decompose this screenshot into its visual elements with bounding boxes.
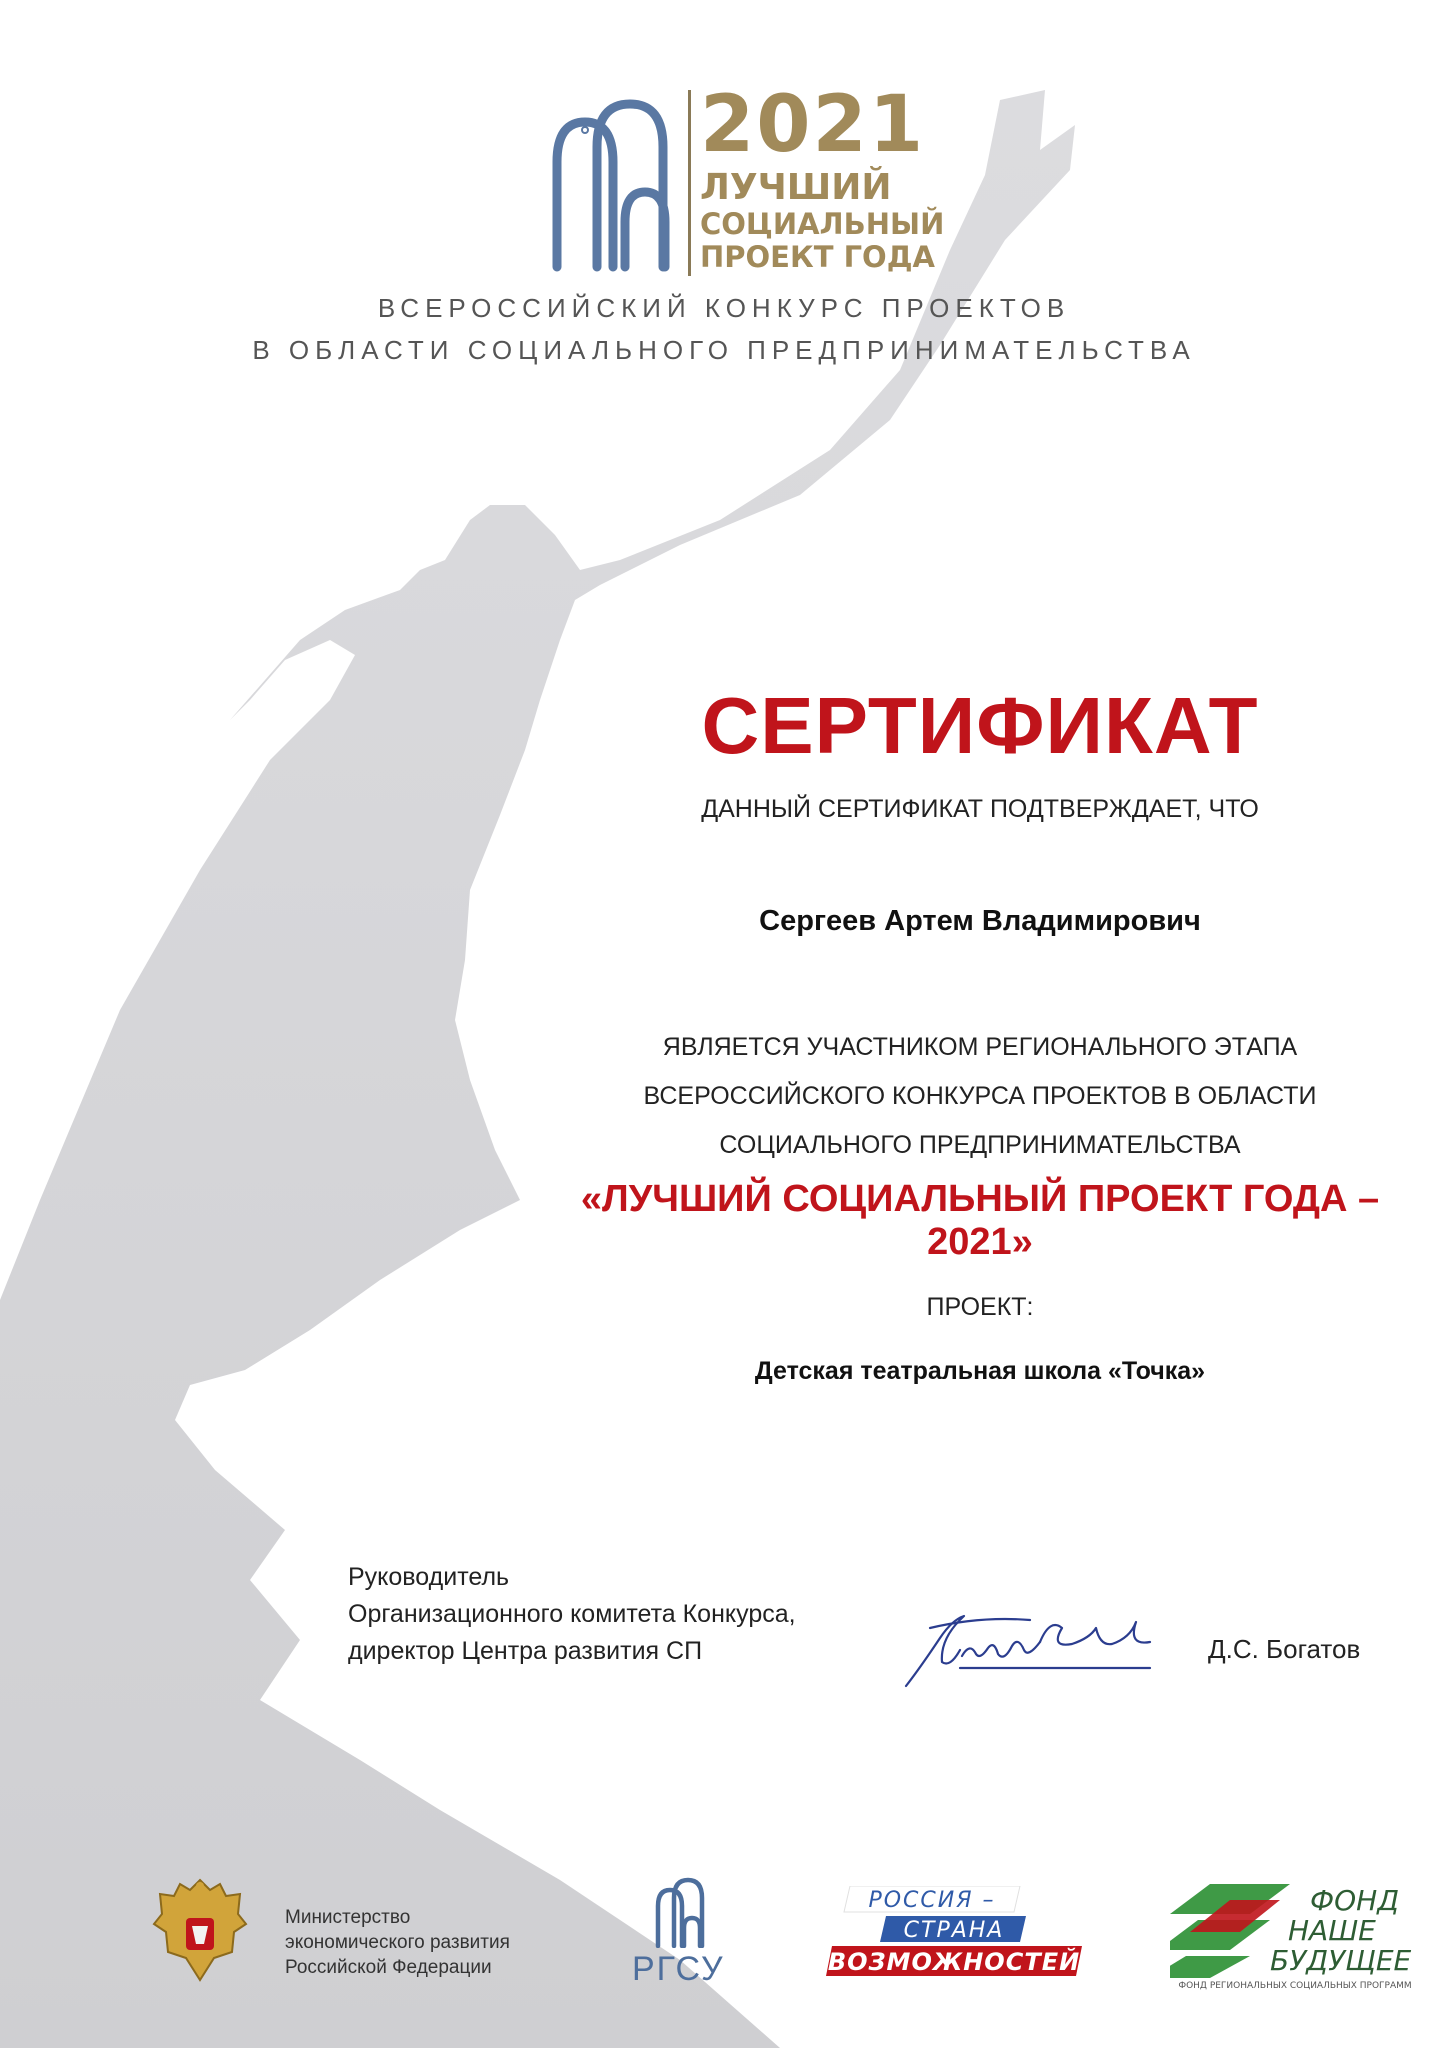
- logo-title-line-3: ПРОЕКТ ГОДА: [700, 240, 935, 274]
- signer-position-line-3: директор Центра развития СП: [348, 1637, 703, 1665]
- russia-logo-line-3: ВОЗМОЖНОСТЕЙ: [827, 1948, 1081, 1976]
- logo-title-line-2: СОЦИАЛЬНЫЙ: [700, 207, 945, 241]
- contest-name: «ЛУЧШИЙ СОЦИАЛЬНЫЙ ПРОЕКТ ГОДА – 2021»: [580, 1178, 1380, 1263]
- project-label: ПРОЕКТ:: [926, 1293, 1034, 1321]
- project-name: Детская театральная школа «Точка»: [754, 1357, 1206, 1385]
- contest-subtitle-line-1: ВСЕРОССИЙСКИЙ КОНКУРС ПРОЕКТОВ: [377, 293, 1071, 323]
- rgsu-people-logo-icon: [652, 1876, 706, 1948]
- participation-text-line-3: СОЦИАЛЬНОГО ПРЕДПРИНИМАТЕЛЬСТВА: [719, 1131, 1241, 1159]
- ministry-name-line-1: Министерство: [285, 1907, 411, 1928]
- participation-text-line-2: ВСЕРОССИЙСКОГО КОНКУРСА ПРОЕКТОВ В ОБЛАСТИ: [643, 1082, 1317, 1110]
- logo-title-line-1: ЛУЧШИЙ: [700, 167, 892, 208]
- signer-position-line-2: Организационного комитета Конкурса,: [348, 1600, 796, 1628]
- fond-logo-line-2: НАШЕ: [1288, 1914, 1376, 1947]
- ministry-name-line-3: Российской Федерации: [285, 1957, 492, 1978]
- participation-text-line-1: ЯВЛЯЕТСЯ УЧАСТНИКОМ РЕГИОНАЛЬНОГО ЭТАПА: [662, 1033, 1298, 1061]
- russia-logo-line-2: СТРАНА: [903, 1918, 1005, 1943]
- rgsu-logo-text: РГСУ: [632, 1950, 725, 1988]
- ministry-name-line-2: экономического развития: [285, 1932, 510, 1953]
- fond-logo-line-1: ФОНД: [1310, 1884, 1400, 1917]
- fond-logo-caption: ФОНД РЕГИОНАЛЬНЫХ СОЦИАЛЬНЫХ ПРОГРАММ: [1178, 1981, 1412, 1991]
- fond-nashe-budushchee-logo: [1170, 1880, 1420, 1992]
- handwritten-signature: [900, 1598, 1180, 1694]
- certificate-confirms-text: ДАННЫЙ СЕРТИФИКАТ ПОДТВЕРЖДАЕТ, ЧТО: [701, 795, 1259, 823]
- people-logo-icon: [545, 92, 685, 272]
- signer-position-line-1: Руководитель: [348, 1563, 510, 1591]
- russia-country-of-opportunities-logo: [820, 1886, 1090, 1982]
- recipient-name: Сергеев Артем Владимирович: [759, 905, 1201, 937]
- logo-divider: [688, 90, 691, 276]
- russian-coat-of-arms-icon: [150, 1874, 250, 1986]
- fond-logo-line-3: БУДУЩЕЕ: [1270, 1944, 1412, 1977]
- logo-year: 2021: [700, 80, 926, 170]
- signer-name: Д.С. Богатов: [1208, 1634, 1361, 1664]
- certificate-title: СЕРТИФИКАТ: [701, 681, 1259, 770]
- russia-logo-line-1: РОССИЯ –: [868, 1888, 996, 1913]
- contest-subtitle-line-2: В ОБЛАСТИ СОЦИАЛЬНОГО ПРЕДПРИНИМАТЕЛЬСТВА: [252, 335, 1196, 365]
